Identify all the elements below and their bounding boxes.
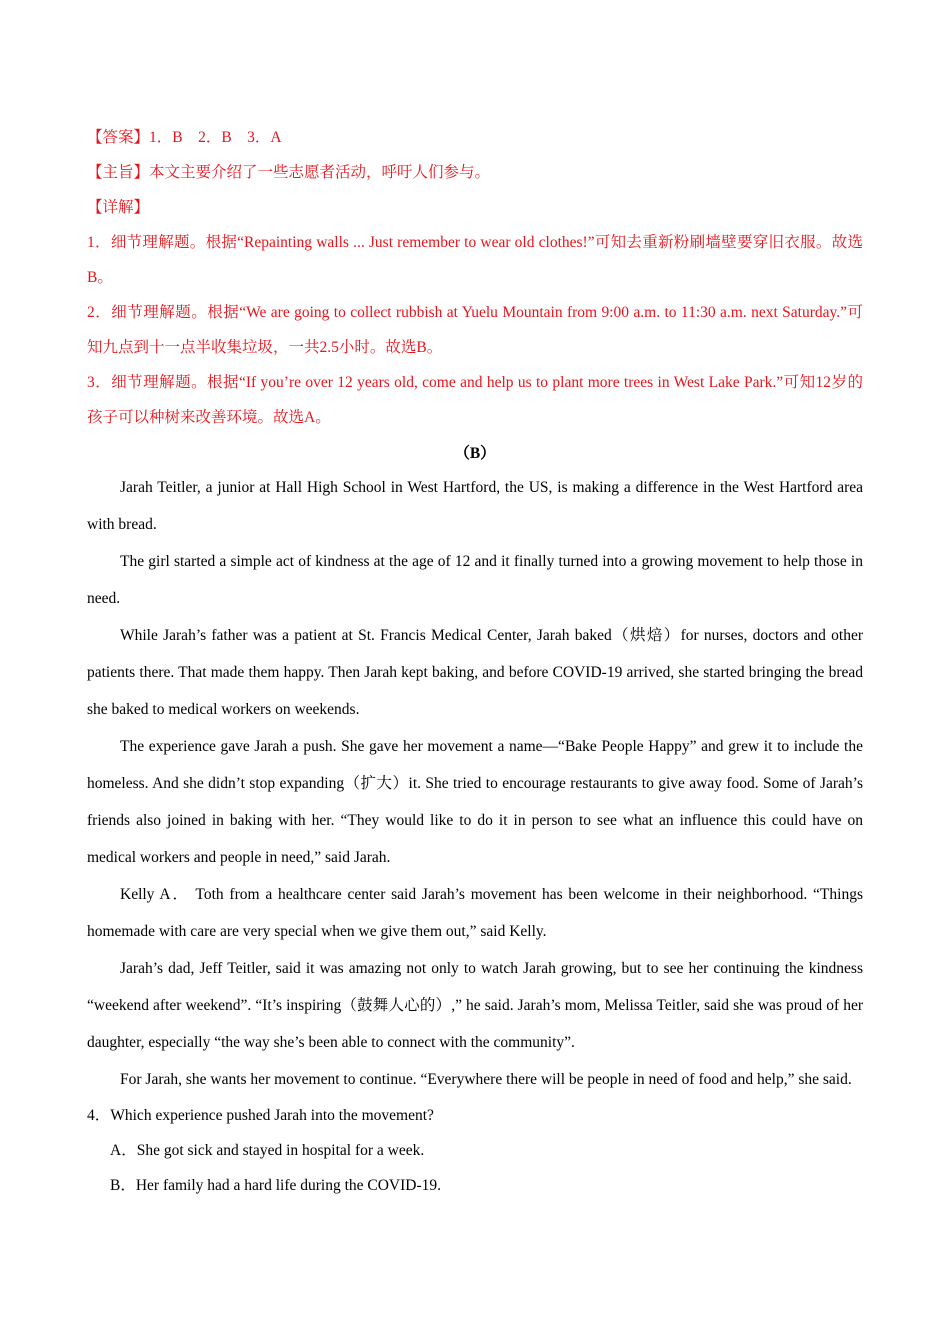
passage-body [87, 469, 863, 1098]
question-4 [87, 1098, 863, 1203]
option-a: A．She got sick and stayed in hospital for a week. [110, 1142, 425, 1159]
paragraph-4: The experience gave Jarah a push. She gave her movement a name—“Bake People Happy” and grew it to include the homeless. And she didn’t stop expanding（扩大）it. She tried to encourage restaurants to give away food. Some of Jarah’s friends also joined in baking with her. “They would like to do it in person to see what an influence this could have on medical workers and people in need,” said Jarah. [87, 738, 863, 866]
paragraph-1: Jarah Teitler, a junior at Hall High School in West Hartford, the US, is making a difference in the West Hartford area with bread. [87, 479, 863, 533]
explanation-3: 3．细节理解题。根据“If you’re over 12 years old, come and help us to plant more trees in West Lake Park.”可知12岁的孩子可以种树来改善环境。故选A。 [87, 374, 863, 426]
passage-title: （B） [454, 445, 496, 462]
paragraph-6: Jarah’s dad, Jeff Teitler, said it was amazing not only to watch Jarah growing, but to see her continuing the kindness “weekend after weekend”. “It’s inspiring（鼓舞人心的）,” he said. Jarah’s mom, Melissa Teitler, said she was proud of her daughter, especially “the way she’s been able to connect with the community”. [87, 960, 863, 1051]
document-page [87, 120, 863, 1203]
main-idea: 【主旨】本文主要介绍了一些志愿者活动，呼吁人们参与。 [87, 164, 491, 181]
paragraph-3: While Jarah’s father was a patient at St. Francis Medical Center, Jarah baked（烘焙）for nurses, doctors and other patients there. That made them happy. Then Jarah kept baking, and before COVID-19 arrived, she started bringing the bread she baked to medical workers on weekends. [87, 627, 863, 718]
answer-section [87, 120, 863, 435]
question-stem: 4．Which experience pushed Jarah into the movement? [87, 1107, 434, 1124]
option-b: B．Her family had a hard life during the COVID-19. [110, 1177, 442, 1194]
paragraph-7: For Jarah, she wants her movement to continue. “Everywhere there will be people in need of food and help,” she said. [120, 1071, 852, 1088]
explanation-1: 1．细节理解题。根据“Repainting walls ... Just remember to wear old clothes!”可知去重新粉刷墙壁要穿旧衣服。故选B。 [87, 234, 864, 286]
detail-header: 【详解】 [87, 199, 150, 216]
answer-line: 【答案】1．B 2．B 3．A [87, 129, 282, 146]
paragraph-5: Kelly A． Toth from a healthcare center said Jarah’s movement has been welcome in their neighborhood. “Things homemade with care are very special when we give them out,” said Kelly. [87, 886, 863, 940]
paragraph-2: The girl started a simple act of kindness at the age of 12 and it finally turned into a growing movement to help those in need. [87, 553, 863, 607]
explanation-2: 2．细节理解题。根据“We are going to collect rubbish at Yuelu Mountain from 9:00 a.m. to 11:30 a.m. next Saturday.”可知九点到十一点半收集垃圾，一共2.5小时。故选B。 [87, 304, 863, 356]
